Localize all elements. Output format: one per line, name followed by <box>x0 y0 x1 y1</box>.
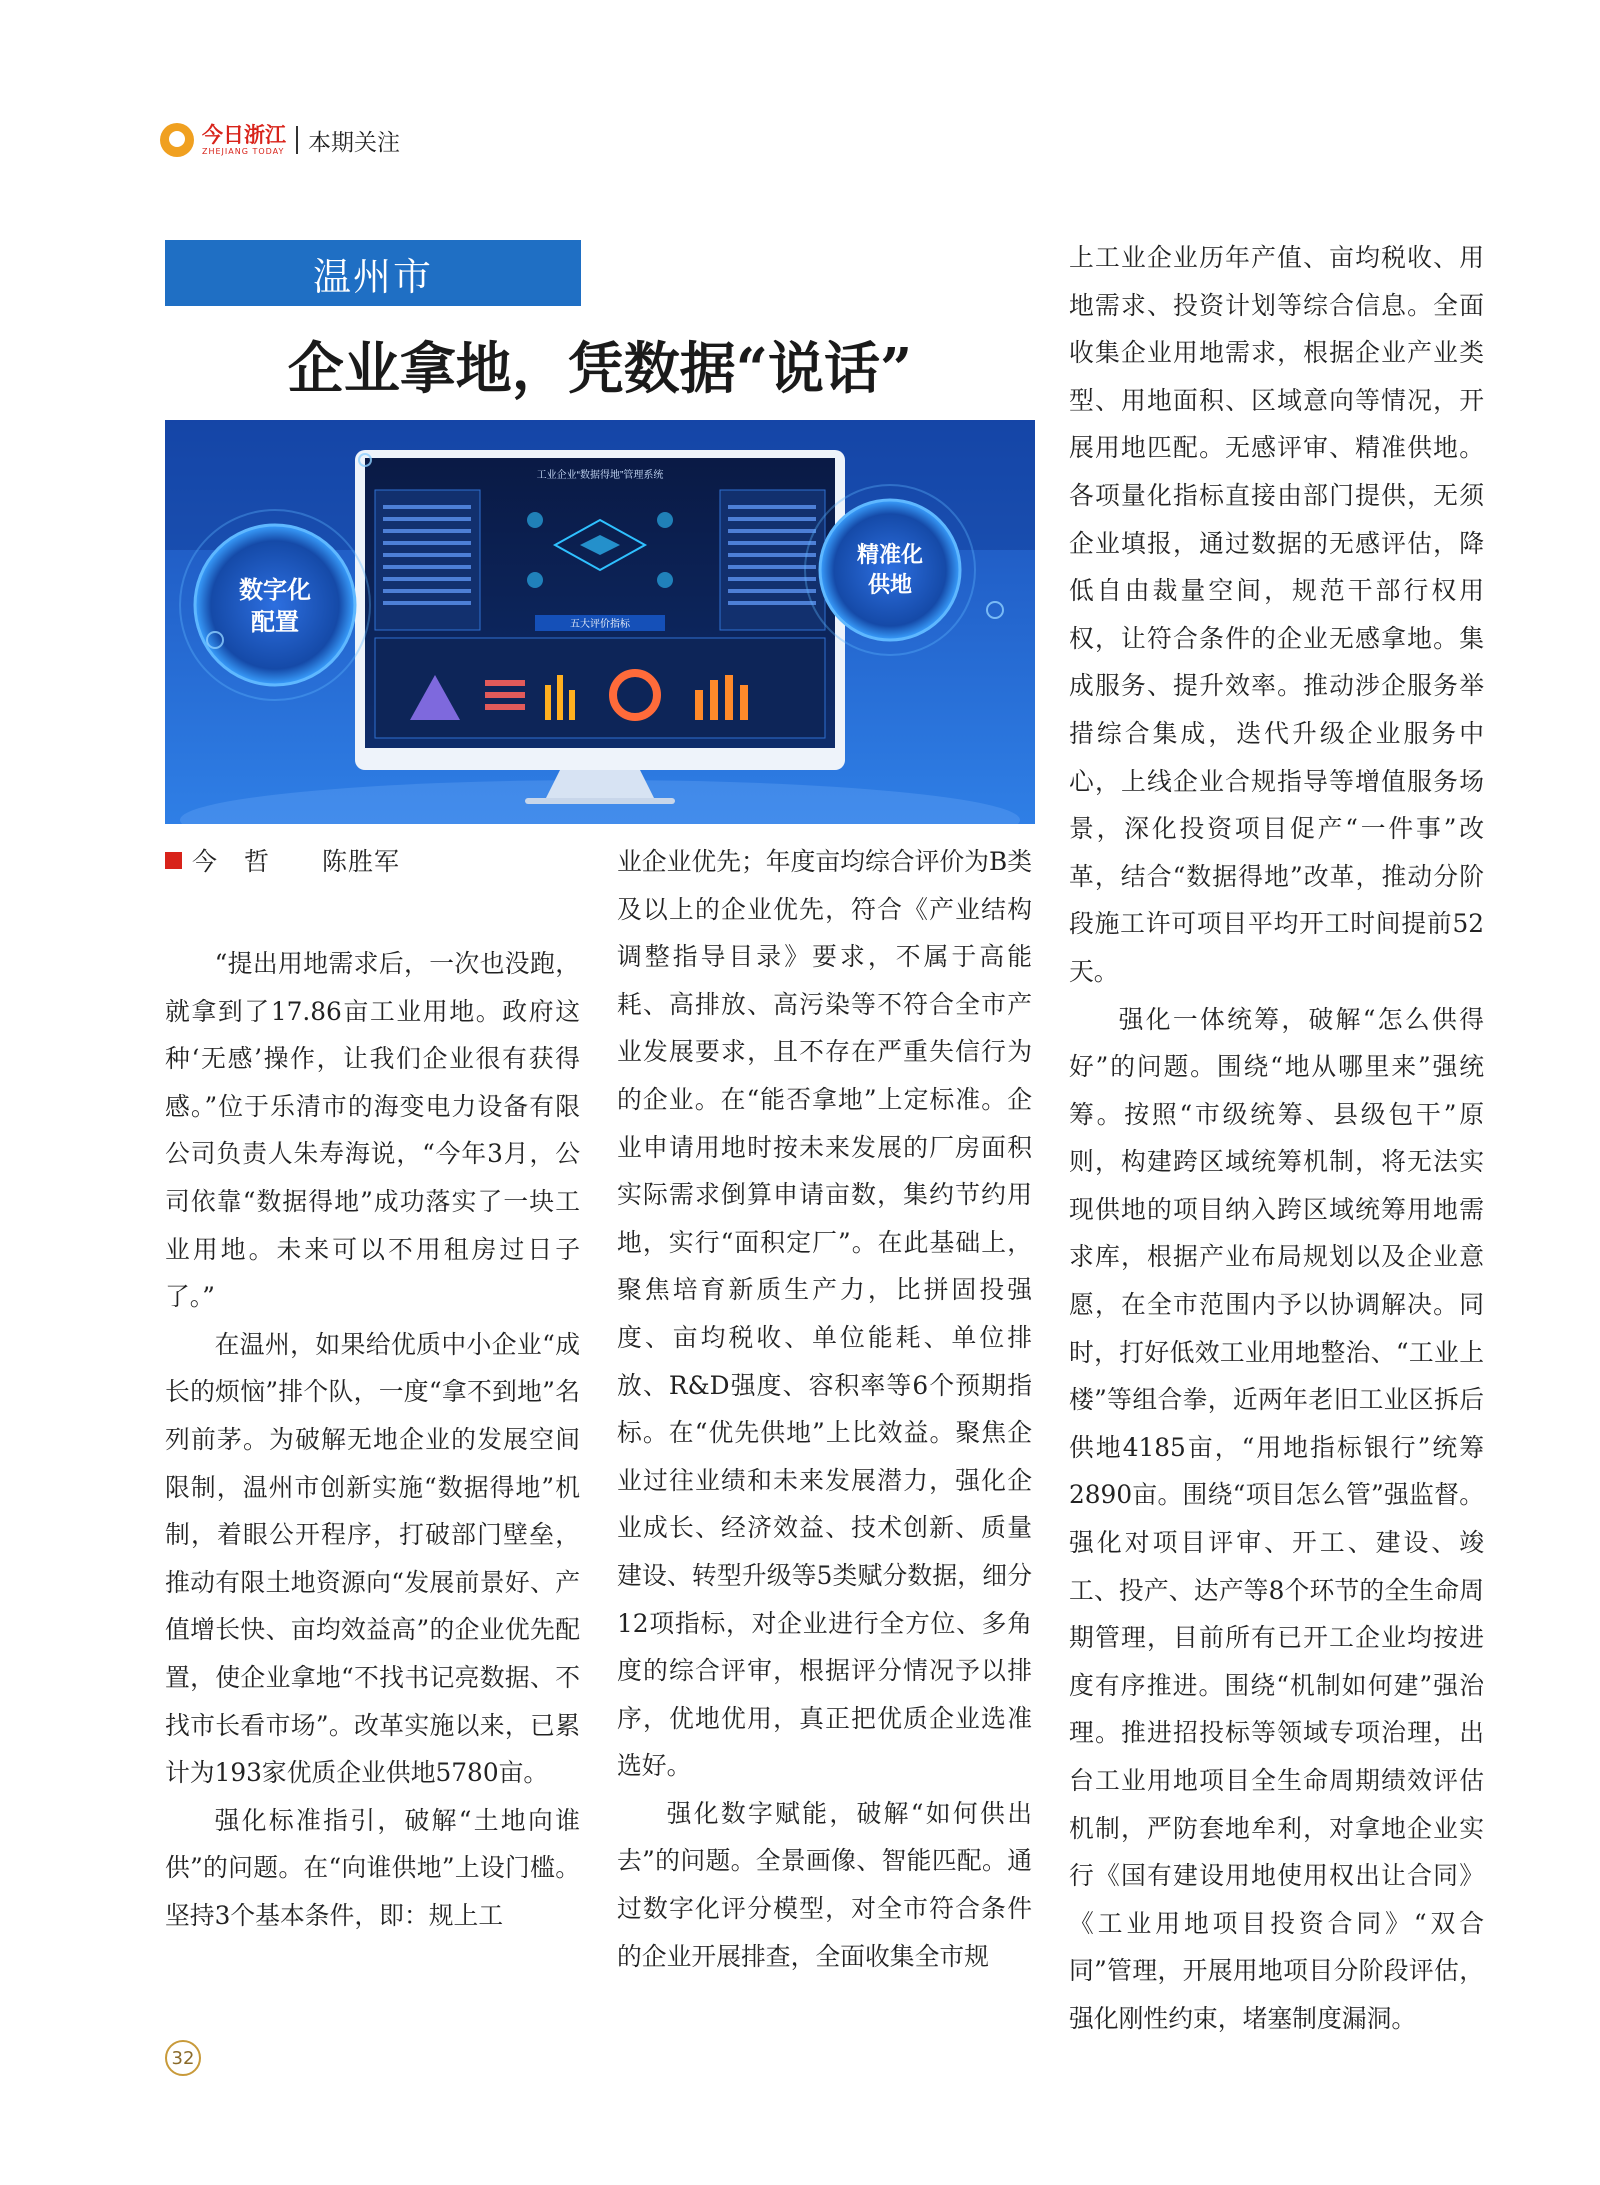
paragraph: 强化数字赋能，破解“如何供出去”的问题。全景画像、智能匹配。通过数字化评分模型，对全市符合条件的企业开展排查，全面收集全市规 <box>617 1798 1032 1971</box>
screen-title: 工业企业“数据得地”管理系统 <box>536 470 664 481</box>
page-number: 32 <box>165 2040 201 2076</box>
hero-image <box>165 420 1035 824</box>
paragraph: “提出用地需求后，一次也没跑，就拿到了17.86亩工业用地。政府这种‘无感’操作，让我们企业很有获得感。”位于乐清市的海变电力设备有限公司负责人朱寿海说，“今年3月，公司依靠“数据得地”成功落实了一块工业用地。未来可以不用租房过日子了。” <box>165 949 580 1312</box>
paragraph: 在温州，如果给优质中小企业“成长的烦恼”排个队，一度“拿不到地”名列前茅。为破解无地企业的发展空间限制，温州市创新实施“数据得地”机制，着眼公开程序，打破部门壁垒，推动有限土地资源向“发展前景好、产值增长快、亩均效益高”的企业优先配置，使企业拿地“不找书记亮数据、不找市长看市场”。改革实施以来，已累计为193家优质企业供地5780亩。 <box>165 1329 580 1788</box>
body-column-1 <box>165 940 580 1939</box>
logo-en: ZHEJIANG TODAY <box>202 147 285 156</box>
section-name: 本期关注 <box>308 129 400 156</box>
right-orb <box>820 500 960 640</box>
screen-center-label: 五大评价指标 <box>570 619 630 630</box>
right-badge-line1: 精准化 <box>856 543 924 568</box>
author-marker <box>165 852 182 869</box>
article-title: 企业拿地，凭数据“说话” <box>287 336 913 402</box>
author-names: 今 哲 陈胜军 <box>192 847 401 876</box>
right-badge-line2: 供地 <box>867 573 913 598</box>
header-divider <box>296 126 298 154</box>
logo-icon <box>160 123 194 157</box>
left-badge-line2: 配置 <box>251 608 299 636</box>
screen-right-panel <box>720 490 825 630</box>
body-column-3 <box>1069 234 1484 2043</box>
magazine-logo <box>202 124 286 156</box>
paragraph: 强化标准指引，破解“土地向谁供”的问题。在“向谁供地”上设门槛。坚持3个基本条件，即：规上工 <box>165 1805 580 1930</box>
paragraph: 强化一体统筹，破解“怎么供得好”的问题。围绕“地从哪里来”强统筹。按照“市级统筹、县级包干”原则，构建跨区域统筹机制，将无法实现供地的项目纳入跨区域统筹用地需求库，根据产业布局规划以及企业意愿，在全市范围内予以协调解决。同时，打好低效工业用地整治、“工业上楼”等组合拳，近两年老旧工业区拆后供地4185亩，“用地指标银行”统筹2890亩。围绕“项目怎么管”强监督。强化对项目评审、开工、建设、竣工、投产、达产等8个环节的全生命周期管理，目前所有已开工企业均按进度有序推进。围绕“机制如何建”强治理。推进招投标等领域专项治理，出台工业用地项目全生命周期绩效评估机制，严防套地牟利，对拿地企业实行《国有建设用地使用权出让合同》《工业用地项目投资合同》“双合同”管理，开展用地项目分阶段评估，强化刚性约束，堵塞制度漏洞。 <box>1069 1004 1484 2033</box>
author-line <box>165 842 400 878</box>
screen-left-panel <box>375 490 480 630</box>
page-header <box>160 120 400 160</box>
left-orb <box>195 525 355 685</box>
paragraph: 业企业优先；年度亩均综合评价为B类及以上的企业优先，符合《产业结构调整指导目录》要求，不属于高能耗、高排放、高污染等不符合全市产业发展要求，且不存在严重失信行为的企业。在“能否拿地”上定标准。企业申请用地时按未来发展的厂房面积实际需求倒算申请亩数，集约节约用地，实行“面积定厂”。在此基础上，聚焦培育新质生产力，比拼固投强度、亩均税收、单位能耗、单位排放、R&D强度、容积率等6个预期指标。在“优先供地”上比效益。聚焦企业过往业绩和未来发展潜力，强化企业成长、经济效益、技术创新、质量建设、转型升级等5类赋分数据，细分12项指标，对企业进行全方位、多角度的综合评审，根据评分情况予以排序，优地优用，真正把优质企业选准选好。 <box>617 847 1032 1781</box>
logo-cn: 今日浙江 <box>202 122 286 147</box>
screen-bottom-widgets <box>375 638 825 738</box>
paragraph: 上工业企业历年产值、亩均税收、用地需求、投资计划等综合信息。全面收集企业用地需求，根据企业产业类型、用地面积、区域意向等情况，开展用地匹配。无感评审、精准供地。各项量化指标直接由部门提供，无须企业填报，通过数据的无感评估，降低自由裁量空间，规范干部行权用权，让符合条件的企业无感拿地。集成服务、提升效率。推动涉企服务举措综合集成，迭代升级企业服务中心，上线企业合规指导等增值服务场景，深化投资项目促产“一件事”改革，结合“数据得地”改革，推动分阶段施工许可项目平均开工时间提前52天。 <box>1069 243 1484 986</box>
city-banner: 温州市 <box>165 240 581 306</box>
left-badge-line1: 数字化 <box>239 576 311 604</box>
body-column-2 <box>617 838 1032 1980</box>
